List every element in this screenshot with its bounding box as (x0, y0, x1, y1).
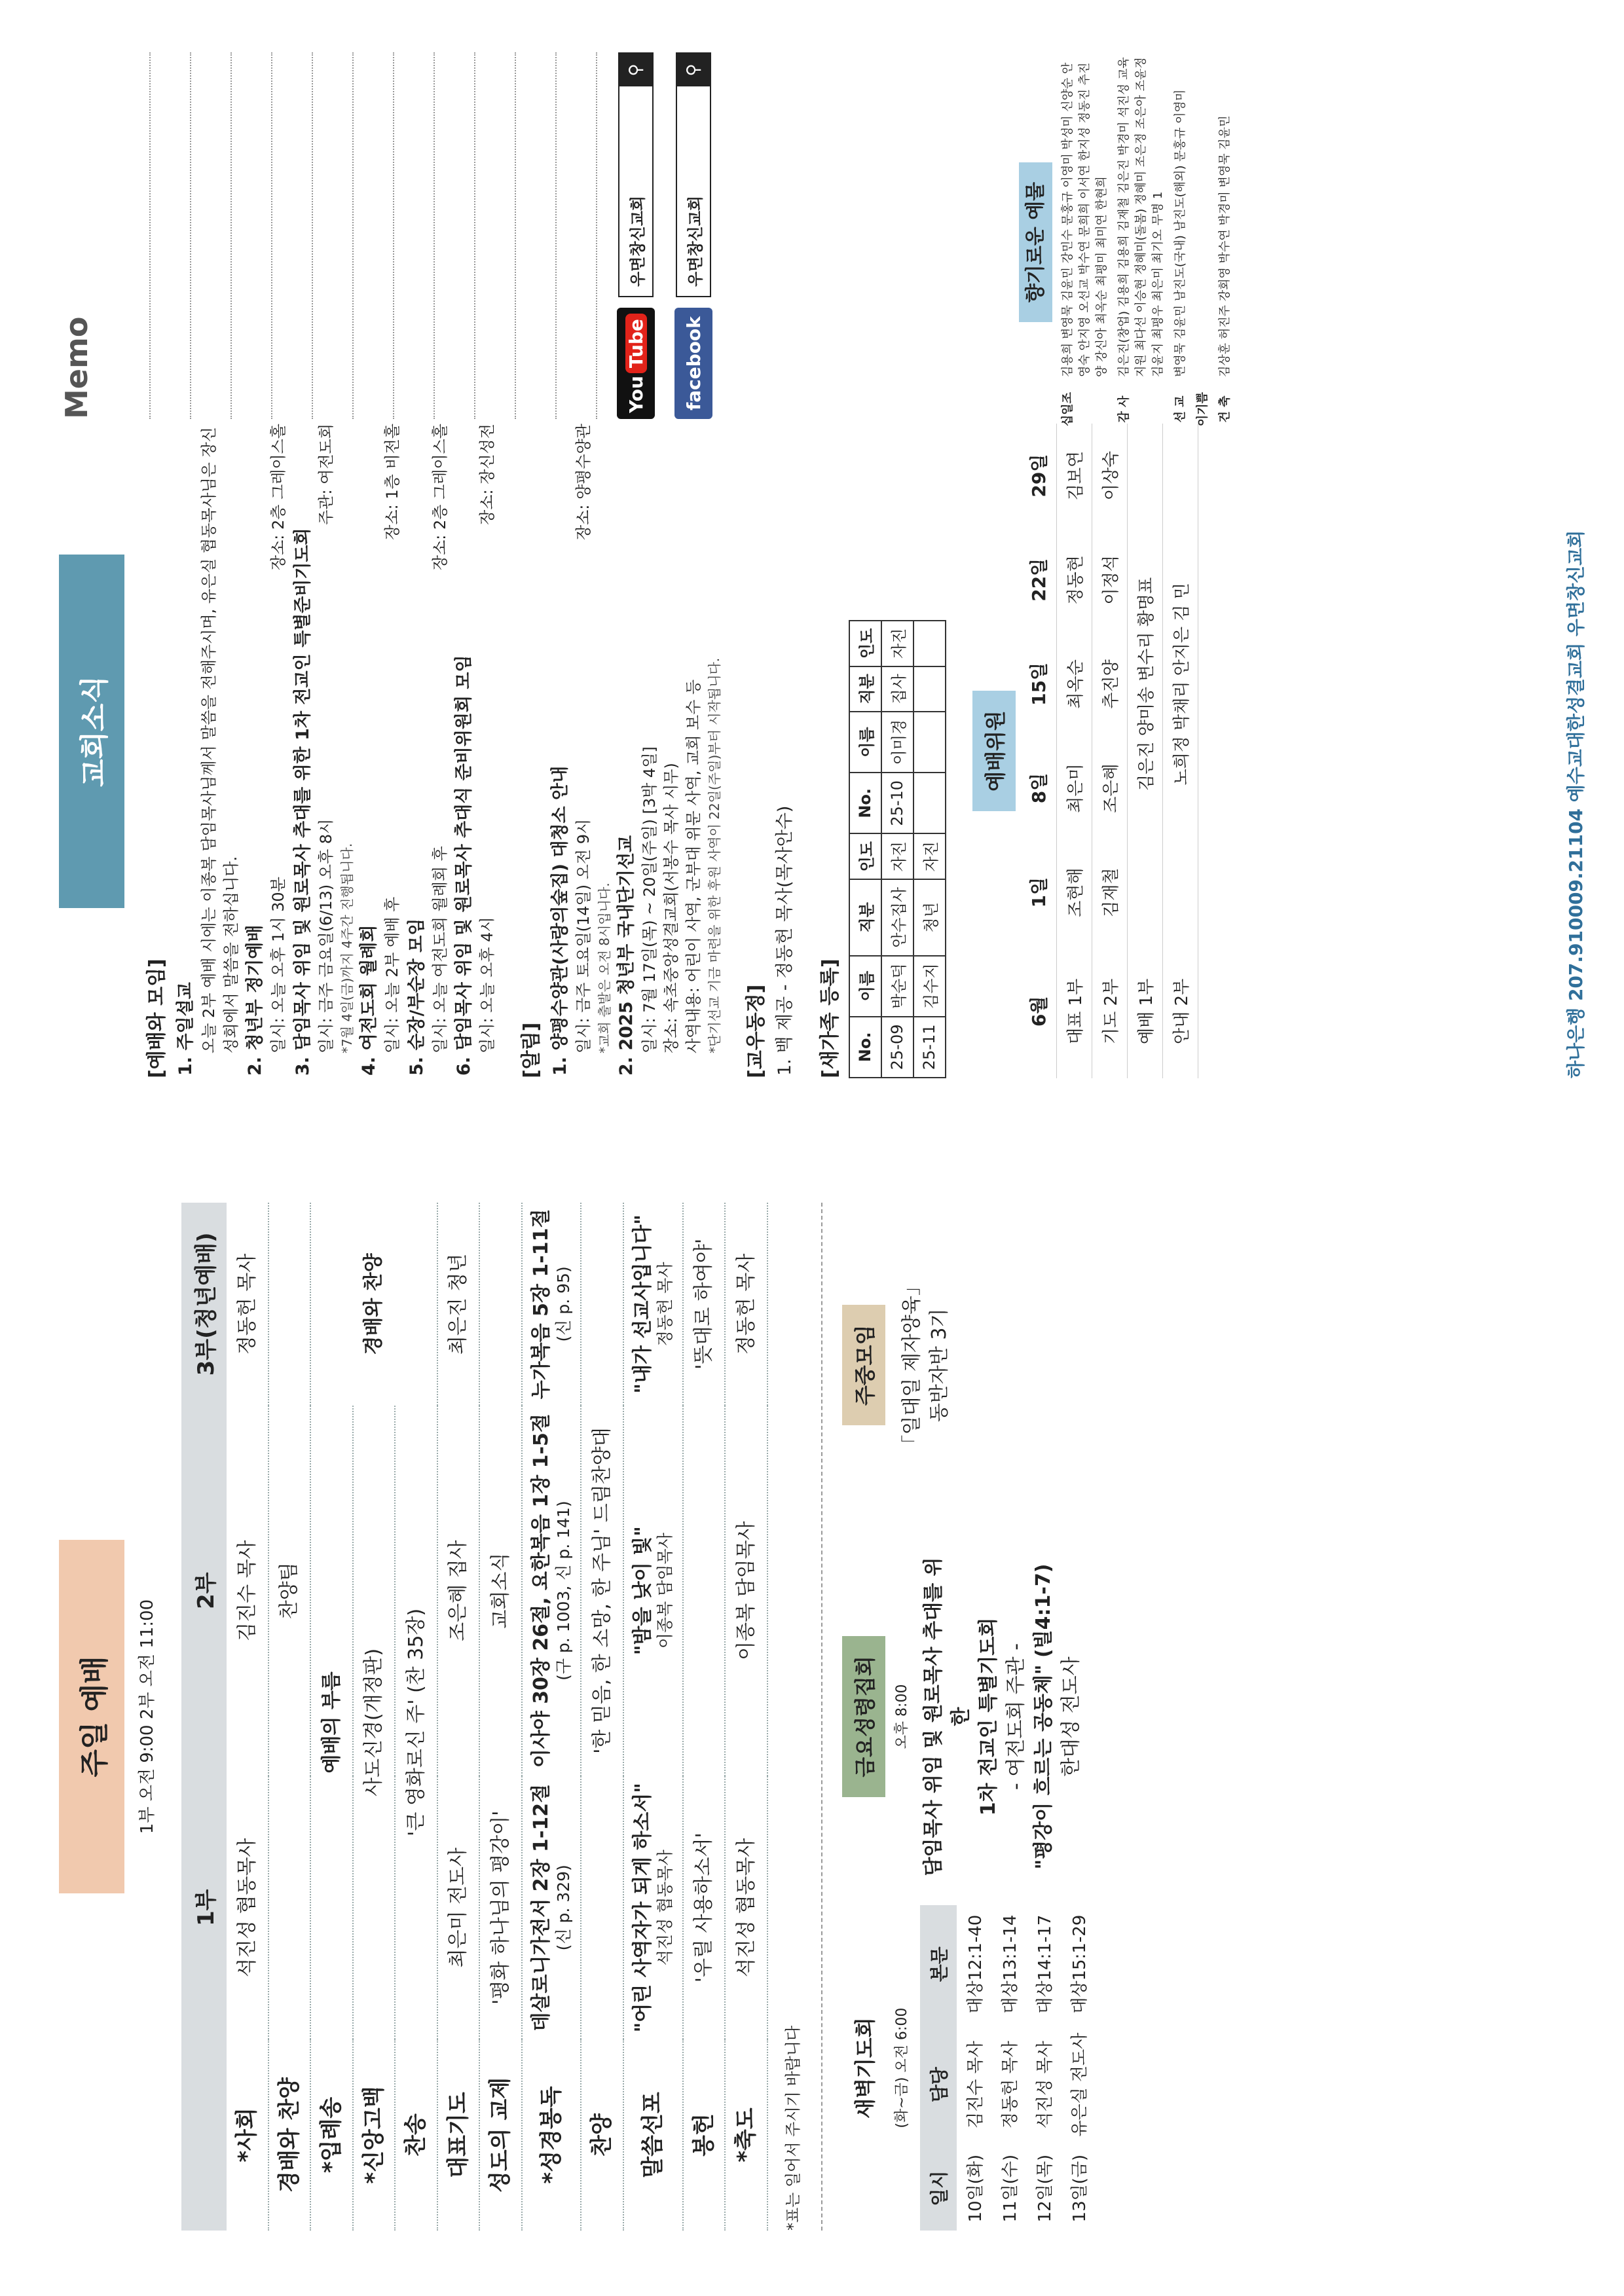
offering-names: 변영묵 김윤민 남진도(국내) 남진도(해외) 문홍규 이영미 (1173, 89, 1188, 377)
cell (623, 1203, 683, 1406)
item-extra: 사역내용: 어린이 사역, 군부대 위문 사역, 교회 보수 등 (684, 679, 703, 1053)
cell: 정동헌 목사 (1000, 2041, 1020, 2129)
cell: 조은혜 (1092, 736, 1127, 840)
cell: 석진성 목사 (1035, 2041, 1055, 2129)
worship-title: 주일 예배 (59, 1540, 124, 1893)
table-row (623, 1203, 683, 2231)
midweek-line-1: 「일대일 제자양육」 (900, 1276, 923, 1455)
cell: 추진양 (1092, 632, 1127, 736)
list-item (451, 424, 499, 1076)
cell: 11일(수) (1000, 2154, 1020, 2223)
list-item (290, 424, 356, 1076)
memo-line (232, 52, 272, 419)
memo-line (354, 52, 394, 419)
cell: 김재철 (1092, 841, 1127, 945)
item-detail: 일시: 금주 금요일(6/13) 오후 8시 (317, 818, 336, 1053)
cell: 이상숙 (1092, 424, 1127, 528)
dawn-table (920, 1905, 1096, 2231)
table-row (991, 1905, 1026, 2231)
memo-line (557, 52, 597, 419)
scripture: 데살로니가전서 2장 1-12절 (529, 1783, 553, 2032)
item-place: 장소: 1층 비전홀 (382, 424, 401, 540)
cell: 김은진 양미송 변수리 황명표 (1127, 424, 1162, 945)
memo-line (313, 52, 354, 419)
offering-kind: 십일조 (1060, 392, 1075, 427)
cell: 박순덕 (881, 956, 913, 1017)
cell: 12일(목) (1035, 2154, 1055, 2223)
cell: 최은진 청년 (437, 1203, 480, 1406)
item-detail-row (430, 424, 452, 1053)
item-detail: 일시: 오늘 2부 예배 후 (382, 896, 401, 1053)
midweek-meeting (842, 1203, 1096, 1528)
news-title-wrap (59, 424, 124, 908)
offering-row (1217, 52, 1234, 432)
item-note: *교회 출발은 오전 8시입니다. (596, 883, 612, 1053)
memo-line (435, 52, 475, 419)
col-title: 직분 (849, 666, 881, 712)
cell: 최은미 (1056, 736, 1092, 840)
table-row (683, 1203, 726, 2231)
item-title: 2. 청년부 정기예배 (245, 924, 266, 1076)
cell: 김진수 목사 (227, 1406, 268, 1776)
item-title: 6. 담임목사 위임 및 원로목사 추대식 준비위원회 모임 (454, 655, 475, 1076)
item-detail: 오늘 2부 예배 시에는 이종복 담임목사님께서 말씀을 전해주시며, 유은실 협동목사님은 장신성회에서 말씀을 전하십니다. (200, 427, 240, 1053)
list-item (242, 424, 290, 1076)
friday-line-4: "평강이 흐르는 공동체" (빌4:1-7) (1031, 1563, 1055, 1870)
memo-line (272, 52, 313, 419)
cell: 25-10 (881, 773, 913, 833)
offering-kind: 감 사 (1116, 395, 1131, 423)
offering-kind: 선 교 (1173, 395, 1188, 423)
cell: 예배의 부름 (310, 1406, 353, 2039)
cell: 김수지 (913, 956, 946, 1017)
duty-title: 예배위원 (972, 691, 1016, 811)
duty-header-row (1020, 424, 1057, 1078)
cell: 안내 2부 (1162, 945, 1198, 1078)
cell: 10일(화) (965, 2154, 986, 2223)
memo-line (516, 52, 557, 419)
duty-table (1020, 424, 1198, 1078)
offering-kind: 건 축 (1218, 395, 1232, 423)
item-detail: 일시: 오늘 여전도회 월례회 후 (430, 846, 449, 1053)
memo-title: Memo (59, 316, 94, 419)
youtube-logo-icon[interactable] (617, 308, 655, 419)
table-row (227, 1203, 268, 2231)
cell: 노희정 박채리 안지은 김 민 (1162, 424, 1198, 945)
dawn-prayer (842, 1905, 1096, 2231)
cell (479, 1203, 522, 1406)
table-row (1061, 1905, 1096, 2231)
cell: 찬양팀 (268, 1406, 311, 1776)
worship-header-row (181, 1203, 227, 2231)
cell: 25-09 (881, 1017, 913, 1078)
duty-col-date: 8일 (1020, 736, 1057, 840)
cell: '큰 영화로신 주' (찬 35장) (395, 1406, 437, 2039)
cell: 청년 (913, 879, 946, 956)
duty-col-month: 6월 (1020, 945, 1057, 1078)
table-row (479, 1203, 522, 2231)
cell: 정동헌 목사 (227, 1203, 268, 1406)
cell: 13일(금) (1069, 2154, 1090, 2223)
dawn-head-wrap (842, 1905, 885, 2231)
youtube-tube: Tube (625, 314, 647, 373)
youtube-you: You (625, 376, 647, 413)
search-icon[interactable]: ⚲ (677, 54, 710, 86)
row-label: 찬송 (395, 2039, 437, 2231)
row-label: 성도의 교제 (479, 2039, 522, 2231)
memo-area (59, 52, 712, 419)
scripture-page: (구 p. 1003, 신 p. 141) (554, 1501, 573, 1681)
midweek-line-2: 동반자반 3기 (927, 1308, 951, 1423)
cell: 이정석 (1092, 528, 1127, 632)
section-notices: [알림] (520, 1022, 543, 1078)
youtube-search-box[interactable] (618, 52, 654, 297)
section-new-family: [새가족 등록] (818, 958, 841, 1078)
worship-panel (0, 1157, 1624, 2296)
facebook-search-text: 우면창신교회 (686, 195, 705, 287)
cell (913, 773, 946, 833)
header-service-3: 3부(청년예배) (181, 1203, 227, 1406)
cell (623, 1406, 683, 1776)
cell (581, 1203, 623, 1406)
offering-names: 김용희 변영묵 김윤민 강민수 문홍규 이영미 박성미 신양순 안영숙 안지영 오선교 박수연 문희희 이서연 한지성 정동진 추진양 강신아 최옥순 최평미 최미연 한현희 (1060, 62, 1109, 377)
table-row (913, 621, 946, 1078)
item-title: 2. 2025 청년부 국내단기선교 (616, 835, 637, 1076)
facebook-search-box[interactable] (676, 52, 711, 297)
col-title: 직분 (849, 879, 881, 956)
cell: 대상15:1-29 (1069, 1914, 1090, 2014)
item-note: *7월 4일(금)까지 4주간 진행됩니다. (339, 843, 355, 1053)
list-item (614, 424, 724, 1076)
col-no: No. (849, 1017, 881, 1078)
cell: 대상13:1-14 (1000, 1914, 1020, 2014)
col-no: No. (849, 773, 881, 833)
cell: 대상14:1-17 (1035, 1914, 1055, 2014)
cell: 안수집사 (881, 879, 913, 956)
table-row (437, 1203, 480, 2231)
cell: 자진 (881, 833, 913, 879)
offering-row (1172, 52, 1189, 432)
dawn-col-leader: 담당 (920, 2023, 957, 2146)
cell: 대상12:1-40 (965, 1914, 986, 2014)
item-place: 장소: 2층 그레이스홀 (269, 424, 288, 571)
item-detail: 일시: 금주 토요일(14일) 오전 9시 (574, 818, 593, 1053)
list-item (404, 424, 452, 1076)
standing-note: *표는 일어서 주시기 바랍니다 (783, 2025, 802, 2231)
scripture: 이사야 30장 26절, 요한복음 1장 1-5절 (529, 1413, 553, 1768)
row-label: 대표기도 (437, 2039, 480, 2231)
cell: 김보연 (1056, 424, 1092, 528)
row-label: *입례송 (310, 2039, 353, 2231)
worship-order-table (181, 1203, 768, 2231)
cell: 예배 1부 (1127, 945, 1162, 1078)
dawn-time: (화~금) 오전 6:00 (893, 2007, 910, 2128)
cell (581, 1776, 623, 2039)
col-guide: 인도 (849, 833, 881, 879)
row-label: 말씀선포 (623, 2039, 683, 2231)
item-place: 장소: 2층 그레이스홀 (430, 424, 449, 571)
row-label: *사회 (227, 2039, 268, 2231)
cell (913, 621, 946, 666)
sermon-title: "어린 사역자가 되게 하소서" (631, 1783, 654, 2033)
table-row (725, 1203, 767, 2231)
item-detail: 일시: 오늘 오후 4시 (478, 917, 497, 1053)
col-guide: 인도 (849, 621, 881, 666)
dawn-col-text: 본문 (920, 1905, 957, 2023)
cell: '우릴 사용하소서' (683, 1776, 726, 2039)
item-detail: 일시: 오늘 오후 1시 30분 (269, 877, 288, 1053)
item-place: 장소: 장신성전 (478, 424, 497, 525)
cell: 조현해 (1056, 841, 1092, 945)
cell: 자진 (881, 621, 913, 666)
cell: '뜻대로 하여야' (683, 1203, 726, 1406)
cell: 25-11 (913, 1017, 946, 1078)
item-place: 장소: 양평수양관 (574, 424, 593, 541)
list-item (173, 424, 242, 1076)
cell: 집사 (881, 666, 913, 712)
memo-line (110, 52, 151, 419)
news-title: 교회소식 (59, 555, 124, 908)
item-detail-row (316, 424, 338, 1053)
table-row (581, 1203, 623, 2231)
memo-line (394, 52, 435, 419)
item-place: 장소: 속초중앙성결교회(서봉수 목사 시무) (662, 763, 681, 1053)
cell: '평화 하나님의 평강이' (479, 1776, 522, 2039)
offering-names: 김은진(창업) 김용희 김용희 김재철 김은진 박경미 석진성 교육지원 최다선 이승현 정혜미(돌봄) 정혜미 조은정 조은아 조윤정 김윤지 최평우 최은미 최기오 무명 1 (1116, 57, 1165, 377)
table-row (1162, 424, 1198, 1078)
item-note: *단기선교 기금 마련을 위한 후원 사역이 22일(주일)부터 시작됩니다. (706, 657, 722, 1053)
midweek-title: 주중모임 (842, 1305, 885, 1426)
table-row (268, 1203, 311, 2231)
friday-meeting (842, 1554, 1096, 1880)
row-label: *신앙고백 (353, 2039, 396, 2231)
cell: 최옥순 (1056, 632, 1092, 736)
cell: 최은미 전도사 (437, 1776, 480, 2039)
family-header-row (849, 621, 881, 1078)
item-detail-row (382, 424, 404, 1053)
duty-title-wrap (972, 424, 1016, 1078)
preacher: 이종복 담임목사 (655, 1533, 675, 1649)
table-row (310, 1203, 353, 2231)
friday-title: 금요성령집회 (842, 1636, 885, 1796)
youtube-row[interactable] (617, 52, 655, 419)
row-label: *축도 (725, 2039, 767, 2231)
dawn-header-row (920, 1905, 957, 2231)
offering-row (1060, 52, 1111, 432)
cell: 정동현 (1056, 528, 1092, 632)
header-blank (181, 2039, 227, 2231)
memo-line (151, 52, 191, 419)
news-panel (0, 0, 1624, 1144)
cell (522, 1776, 581, 2039)
cell (268, 1776, 311, 2039)
scripture: 누가복음 5장 1-11절 (529, 1209, 553, 1400)
row-label: *성경봉독 (522, 2039, 581, 2231)
sermon-title: "밤을 낮이 빛" (631, 1526, 654, 1656)
item-place: 주관: 여전도회 (317, 424, 336, 525)
cell (268, 1203, 311, 1406)
cell (522, 1203, 581, 1406)
weekday-meetings (821, 1203, 1096, 2231)
cell: 대표 1부 (1056, 945, 1092, 1078)
table-row (1092, 424, 1127, 1078)
offerings-section (1022, 52, 1239, 432)
list-item (547, 424, 614, 1076)
offering-kind: 이기쁨 (1196, 392, 1210, 427)
friday-line-3: - 여전도회 주관 - (1004, 1643, 1027, 1791)
section-worship-meetings: [예배와 모임] (145, 958, 168, 1078)
bank-account: 하나은행 207.910009.21104 예수교대한성결교회 우면창신교회 (1565, 530, 1587, 1078)
new-family-table (849, 620, 946, 1078)
news-main (59, 424, 1198, 1078)
item-title: 5. 순장/부순장 모임 (406, 918, 427, 1076)
worship-times: 1부 오전 9:00 2부 오전 11:00 (138, 1599, 157, 1834)
cell: 이종복 담임목사 (725, 1406, 767, 1776)
offering-row (1194, 52, 1211, 432)
offering-names: 김상훈 허진주 강회영 박수연 박경미 변영묵 김윤민 (1218, 115, 1232, 377)
cell: 기도 2부 (1092, 945, 1127, 1078)
item-title: 3. 담임목사 위임 및 원로목사 추대를 위한 1차 전교인 특별준비기도회 (293, 528, 314, 1076)
cell: 경배와 찬양 (310, 1203, 437, 1406)
list-item (356, 424, 404, 1076)
scripture-page: (신 p. 95) (554, 1266, 573, 1342)
cell (623, 1776, 683, 2039)
item-title: 1. 양평수양관(사랑의숲집) 대청소 안내 (550, 765, 570, 1076)
row-label: 봉헌 (683, 2039, 726, 2231)
friday-line-1: 담임목사 위임 및 원로목사 추대를 위한 (921, 1557, 972, 1876)
row-label: 경배와 찬양 (268, 2039, 311, 2231)
sermon-title: "내가 선교사입니다" (631, 1214, 654, 1394)
duty-col-date: 22일 (1020, 528, 1057, 632)
duty-col-date: 15일 (1020, 632, 1057, 736)
cell: 김진수 목사 (965, 2041, 986, 2129)
preacher: 석진성 협동목사 (655, 1850, 675, 1966)
cell: 자진 (913, 833, 946, 879)
section-members: [교우동정] (744, 984, 767, 1078)
offerings-title: 향기로운 예물 (1019, 162, 1052, 322)
cell (522, 1406, 581, 1776)
scripture-page: (신 p. 329) (554, 1865, 573, 1951)
offerings-title-wrap (1022, 52, 1050, 432)
cell: 이미경 (881, 712, 913, 773)
item-title: 1. 주일설교 (175, 982, 196, 1076)
item-detail: 일시: 7월 17일(목) ~ 20일(주일) [3박 4일] (640, 746, 659, 1053)
duty-col-date: 29일 (1020, 424, 1057, 528)
friday-line-2: 1차 전교인 특별기도회 (976, 1617, 1000, 1816)
item-detail-row (268, 424, 290, 1053)
table-row (1127, 424, 1162, 1078)
col-name: 이름 (849, 712, 881, 773)
cell: 석진성 협동목사 (725, 1776, 767, 2039)
cell: 정동헌 목사 (725, 1203, 767, 1406)
table-row (1056, 424, 1092, 1078)
worship-title-wrap (59, 1203, 124, 2231)
item-detail-row (573, 424, 595, 1053)
memo-line (191, 52, 232, 419)
dawn-title: 새벽기도회 (852, 2017, 877, 2119)
header-service-1: 1부 (181, 1776, 227, 2039)
row-label: 찬양 (581, 2039, 623, 2231)
cell (913, 712, 946, 773)
table-row (957, 1905, 991, 2231)
header-service-2: 2부 (181, 1406, 227, 1776)
friday-line-5: 한대성 전도사 (1059, 1656, 1082, 1777)
offering-row (1116, 52, 1167, 432)
search-icon[interactable]: ⚲ (619, 54, 652, 86)
item-title: 4. 여전도회 월례회 (358, 924, 379, 1076)
cell: 교회소식 (479, 1406, 522, 1776)
memo-line (475, 52, 516, 419)
cell: 유은실 전도사 (1069, 2032, 1090, 2137)
item-detail-row (477, 424, 499, 1053)
youtube-search-text: 우면창신교회 (628, 195, 647, 287)
table-row (522, 1203, 581, 2231)
list-item: 1. 백 제공 - 정동헌 목사(목사안수) (774, 805, 795, 1076)
table-row (1026, 1905, 1061, 2231)
cell (683, 1406, 726, 1776)
cell: 사도신경(개정판) (353, 1406, 396, 2039)
duty-col-date: 1일 (1020, 841, 1057, 945)
cell: 석진성 협동목사 (227, 1776, 268, 2039)
cell: '한 믿음, 한 소망, 한 주님' 드림찬양대 (581, 1406, 623, 1776)
preacher: 정동헌 목사 (655, 1262, 675, 1347)
col-name: 이름 (849, 956, 881, 1017)
facebook-row[interactable] (674, 52, 712, 419)
facebook-logo-icon[interactable]: facebook (674, 308, 712, 419)
dawn-col-date: 일시 (920, 2146, 957, 2231)
table-row (881, 621, 913, 1078)
cell: 조은혜 집사 (437, 1406, 480, 1776)
cell (913, 666, 946, 712)
friday-time: 오후 8:00 (893, 1684, 910, 1749)
